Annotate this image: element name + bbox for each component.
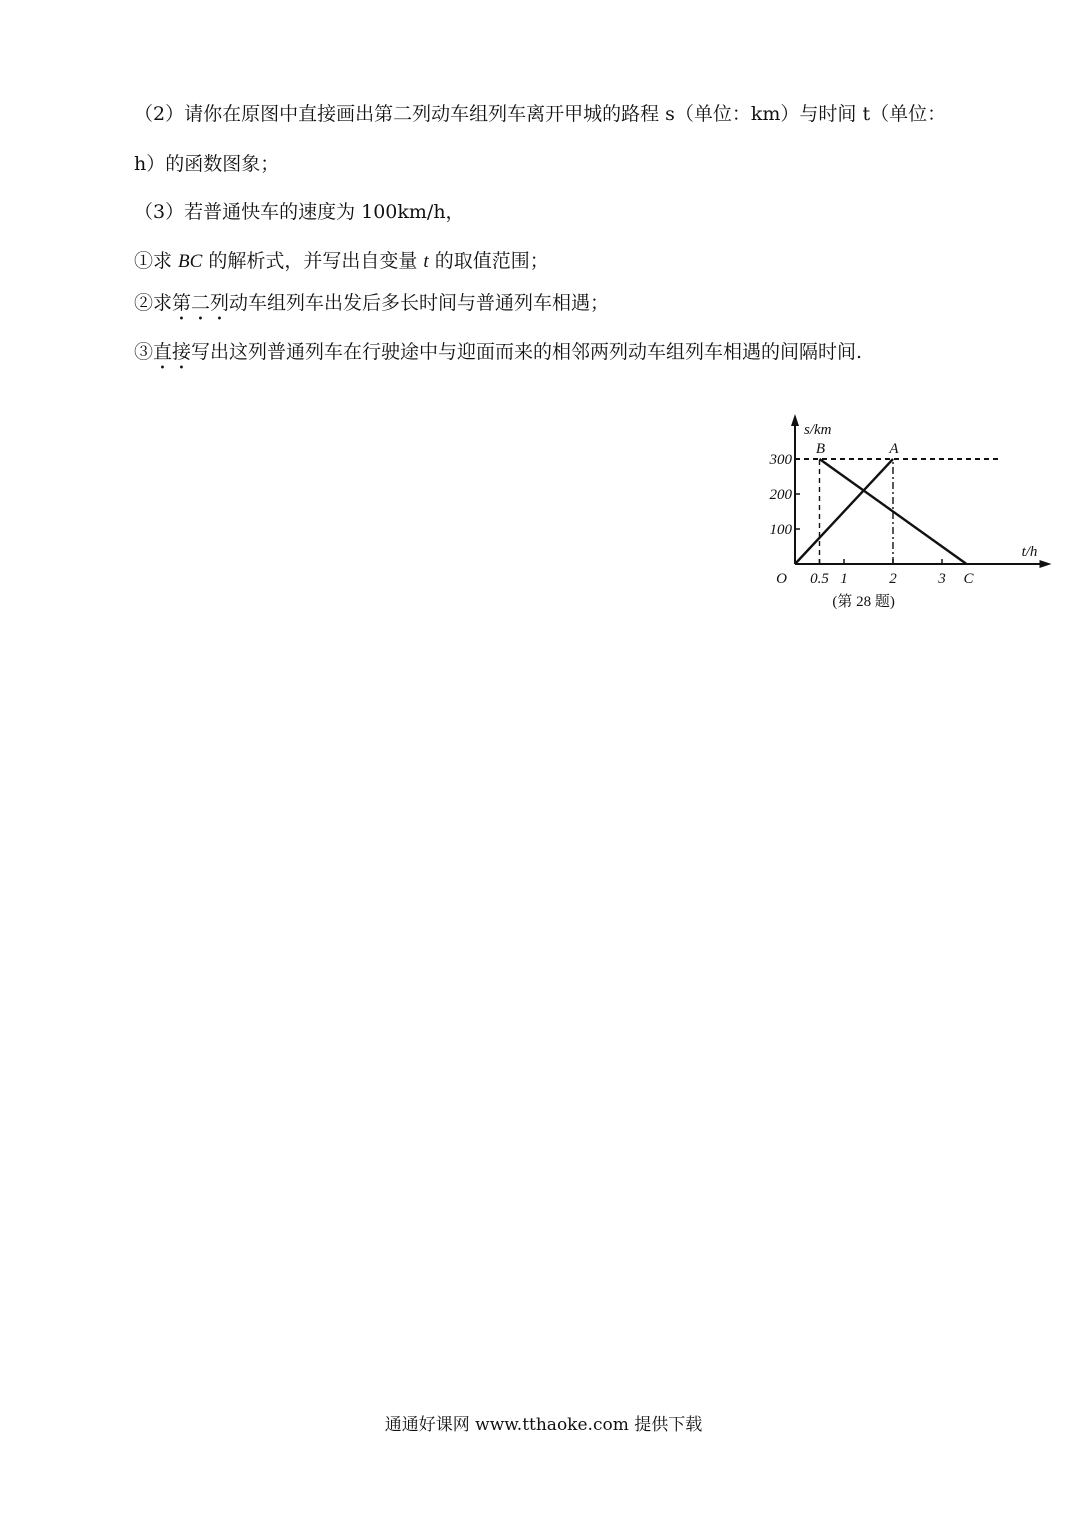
question-3-1	[134, 248, 549, 275]
y-tick-label: 300	[769, 452, 792, 468]
q31-var-t: t	[423, 251, 429, 272]
q31-suffix: 的取值范围；	[428, 250, 549, 272]
figure-caption: (第 28 题)	[832, 594, 895, 610]
footer-source: 通通好课网 www.tthaoke.com 提供下载	[384, 1415, 703, 1435]
y-axis-label: s/km	[804, 422, 832, 438]
x-axis-label: t/h	[1021, 544, 1038, 560]
q33-post: 写出这列普通列车在行驶途中与迎面而来的相邻两列动车组列车相遇的间隔时间.	[191, 341, 863, 363]
question-part-2-line-1: （2）请你在原图中直接画出第二列动车组列车离开甲城的路程 s（单位：km）与时间 t（单位：	[134, 103, 947, 125]
point-label-b: B	[815, 441, 826, 457]
x-tick-label: 3	[938, 571, 946, 587]
point-label-a: A	[889, 441, 899, 457]
point-label-c: C	[963, 571, 974, 587]
series-line-1	[795, 459, 893, 564]
q33-pre: ③	[134, 341, 154, 363]
q31-mid: 的解析式，并写出自变量	[202, 250, 424, 272]
distance-time-graph	[760, 412, 1038, 617]
y-tick-label: 100	[769, 522, 792, 538]
origin-label: O	[776, 571, 787, 587]
q31-var-bc: BC	[178, 251, 203, 272]
question-3-3	[134, 339, 862, 374]
question-part-2-line-2: h）的函数图象；	[134, 153, 280, 175]
q31-prefix: ①求	[134, 250, 179, 272]
q33-emphasis: 直接	[153, 341, 192, 363]
y-tick-label: 200	[769, 487, 792, 503]
x-tick-label: 2	[889, 571, 897, 587]
x-axis-arrow	[1040, 560, 1052, 568]
y-axis-arrow	[791, 414, 799, 426]
q32-pre: ②求	[134, 292, 173, 314]
x-tick-label: 0.5	[810, 571, 829, 587]
question-3-2	[134, 290, 609, 325]
question-part-3-intro: （3）若普通快车的速度为 100km/h，	[134, 201, 465, 223]
x-tick-label: 1	[840, 571, 848, 587]
q32-emphasis: 第二列	[172, 292, 230, 314]
q32-post: 动车组列车出发后多长时间与普通列车相遇；	[229, 292, 610, 314]
